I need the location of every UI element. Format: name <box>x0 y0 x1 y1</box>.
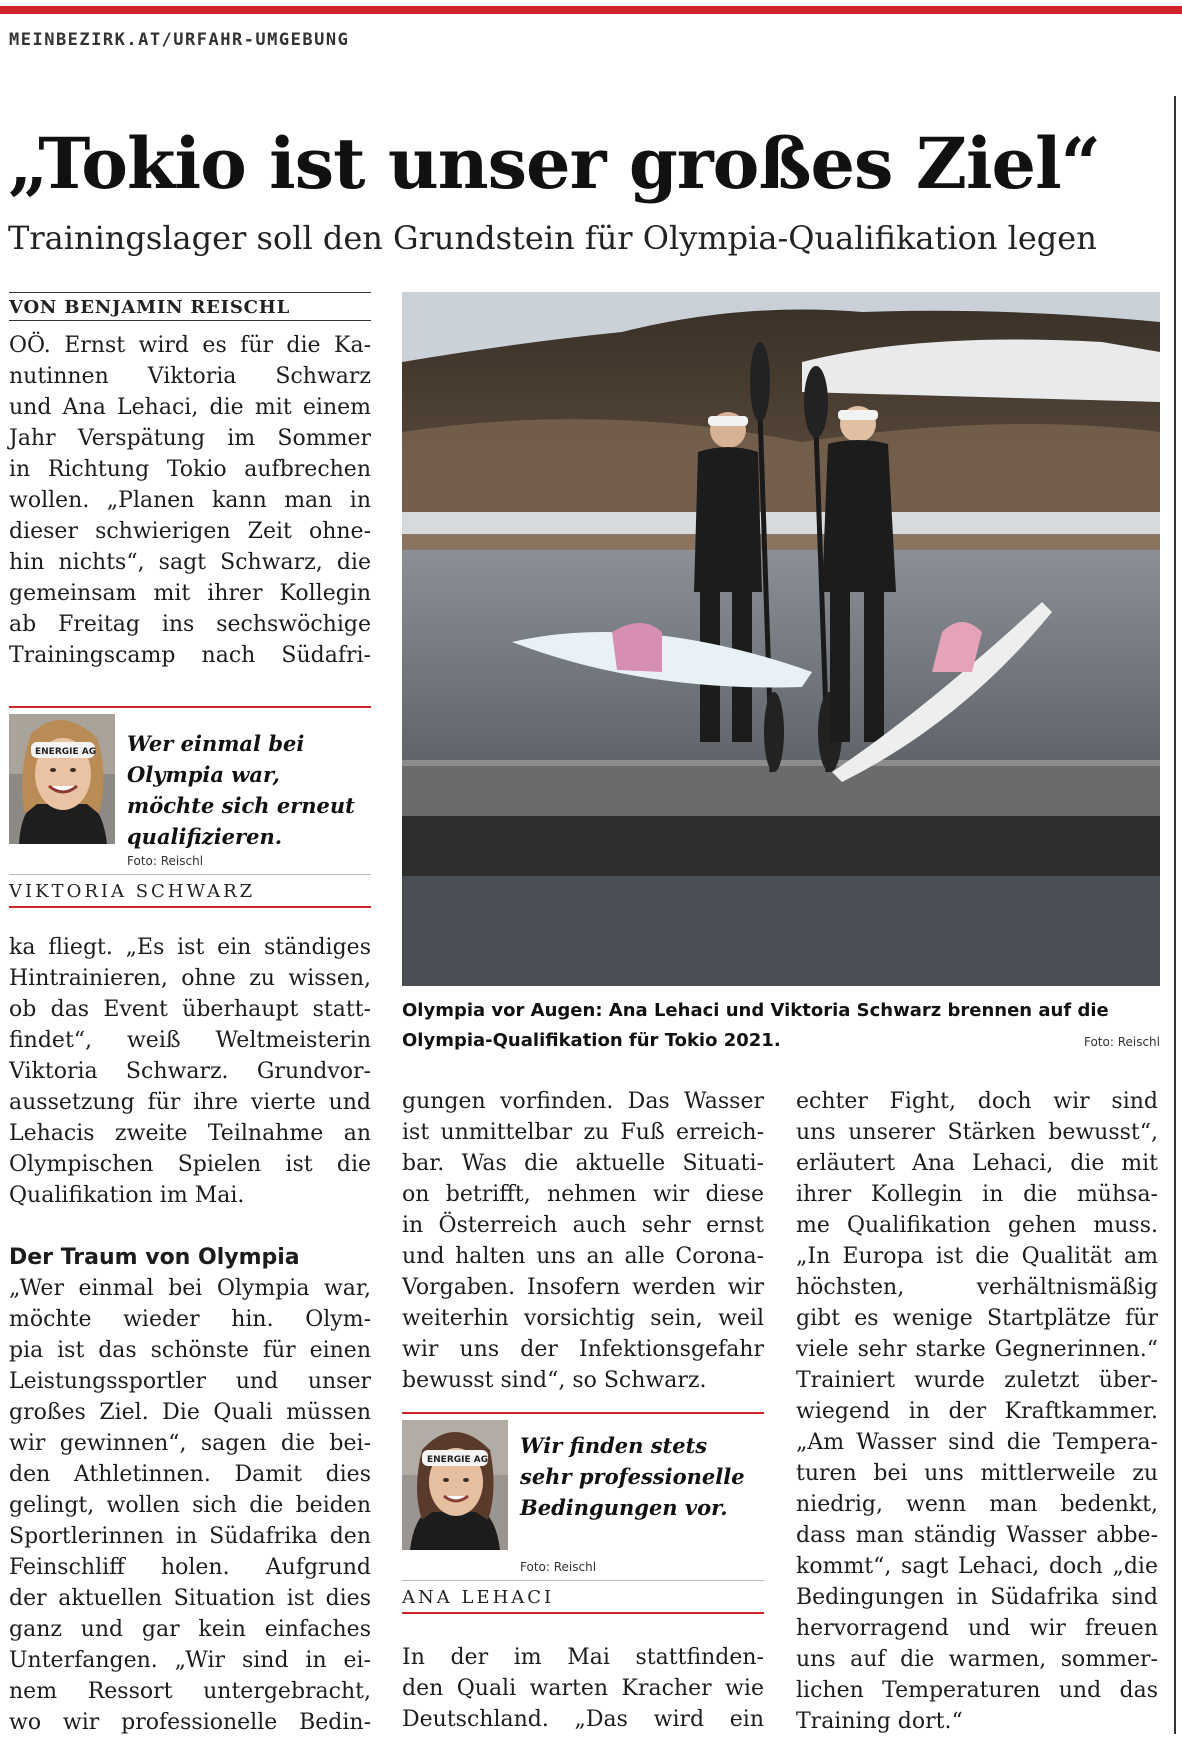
paragraph-line: viele sehr starke Gegnerinnen.“ <box>796 1337 1158 1362</box>
paragraph-line: In der im Mai stattfinden- <box>402 1645 764 1670</box>
column-1-top <box>9 330 371 671</box>
paragraph-line: on betrifft, nehmen wir diese <box>402 1182 764 1207</box>
paragraph-line: gelingt, wollen sich die beiden <box>9 1493 371 1518</box>
paragraph-line: kommt“, sagt Lehaci, doch „die <box>796 1554 1158 1579</box>
paragraph-line: ihrer Kollegin in die mühsa- <box>796 1182 1158 1207</box>
paragraph-line: wo wir professionelle Bedin- <box>9 1710 371 1735</box>
paragraph-line: und halten uns an alle Corona- <box>402 1244 764 1269</box>
paragraph-line: aussetzung für ihre vierte und <box>9 1090 371 1115</box>
paragraph-line: Hintrainieren, ohne zu wissen, <box>9 966 371 991</box>
paragraph-line: nutinnen Viktoria Schwarz <box>9 364 371 389</box>
section-label: MEINBEZIRK.AT/URFAHR-UMGEBUNG <box>9 30 350 50</box>
paragraph-line: uns unserer Stärken bewusst“, <box>796 1120 1158 1145</box>
paragraph-line: den Athletinnen. Damit dies <box>9 1462 371 1487</box>
headband-text: ENERGIE AG <box>35 747 97 757</box>
paragraph-line: erläutert Ana Lehaci, die mit <box>796 1151 1158 1176</box>
paragraph-line: wir uns der Infektionsgefahr <box>402 1337 764 1362</box>
paragraph-line: Lehacis zweite Teilnahme an <box>9 1121 371 1146</box>
paragraph-line: hervorragend und wir freuen <box>796 1616 1158 1641</box>
paragraph-line: findet“, weiß Weltmeisterin <box>9 1028 371 1053</box>
paragraph-line: Unterfangen. „Wir sind in ei- <box>9 1648 371 1673</box>
paragraph-line: bewusst sind“, so Schwarz. <box>402 1368 707 1393</box>
column-2-bottom <box>402 1642 764 1735</box>
paragraph-line: Olympischen Spielen ist die <box>9 1152 371 1177</box>
paragraph-line: Vorgaben. Insofern werden wir <box>402 1275 764 1300</box>
paragraph-line: Jahr Verspätung im Sommer <box>9 426 371 451</box>
photo-kayakers <box>402 292 1160 986</box>
paragraph-line: gungen vorfinden. Das Wasser <box>402 1089 764 1114</box>
paragraph-line: gemeinsam mit ihrer Kollegin <box>9 581 371 606</box>
headband-text: ENERGIE AG <box>427 1455 489 1465</box>
paragraph-line: OÖ. Ernst wird es für die Ka- <box>9 333 371 358</box>
paragraph-line: Bedingungen in Südafrika sind <box>796 1585 1158 1610</box>
paragraph-line: weiterhin vorsichtig sein, weil <box>402 1306 764 1331</box>
column-2-top <box>402 1086 764 1396</box>
paragraph-line: Feinschliff holen. Aufgrund <box>9 1555 371 1580</box>
paragraph-line: Trainingscamp nach Südafri- <box>9 643 371 668</box>
quote-author: ANA LEHACI <box>402 1580 764 1608</box>
paragraph-line: Trainiert wurde zuletzt über- <box>796 1368 1158 1393</box>
main-photo <box>402 292 1160 986</box>
paragraph-line: Sportlerinnen in Südafrika den <box>9 1524 371 1549</box>
quote-text: Wer einmal bei Olympia war, möchte sich erneut qualifizieren. <box>127 731 355 849</box>
paragraph-line: echter Fight, doch wir sind <box>796 1089 1158 1114</box>
paragraph-line: möchte wieder hin. Olym- <box>9 1307 371 1332</box>
paragraph-line: nem Ressort untergebracht, <box>9 1679 371 1704</box>
paragraph-line: „In Europa ist die Qualität am <box>796 1244 1158 1269</box>
subheadline: Trainingslager soll den Grundstein für Olympia-Qualifikation legen <box>8 219 1097 257</box>
paragraph-line: der aktuellen Situation ist dies <box>9 1586 371 1611</box>
photo-caption: Olympia vor Augen: Ana Lehaci und Viktoria Schwarz brennen auf die Olympia-Qualifikation für Tokio 2021. <box>402 1000 1109 1051</box>
portrait-viktoria-schwarz <box>9 714 115 844</box>
paragraph-line: ka fliegt. „Es ist ein ständiges <box>9 935 371 960</box>
quote-box-viktoria <box>9 706 371 908</box>
paragraph-line: Deutschland. „Das wird ein <box>402 1707 764 1732</box>
quote-box-ana <box>402 1412 764 1614</box>
paragraph-line: wiegend in der Kraftkammer. <box>796 1399 1158 1424</box>
paragraph-line: Training dort.“ <box>796 1709 963 1734</box>
paragraph-line: me Qualifikation gehen muss. <box>796 1213 1158 1238</box>
paragraph-line: dass man ständig Wasser abbe- <box>796 1523 1158 1548</box>
top-accent-bar <box>0 6 1182 14</box>
spacer <box>9 1211 371 1242</box>
byline: VON BENJAMIN REISCHL <box>9 292 371 321</box>
paragraph-line: ganz und gar kein einfaches <box>9 1617 371 1642</box>
paragraph-line: pia ist das schönste für einen <box>9 1338 371 1363</box>
paragraph-line: „Am Wasser sind die Tempera- <box>796 1430 1158 1455</box>
paragraph-line: lichen Temperaturen und das <box>796 1678 1158 1703</box>
paragraph-line: in Österreich auch sehr ernst <box>402 1213 764 1238</box>
paragraph-line: ab Freitag ins sechswöchige <box>9 612 371 637</box>
paragraph-line: niedrig, wenn man bedenkt, <box>796 1492 1158 1517</box>
paragraph-line: Viktoria Schwarz. Grundvor- <box>9 1059 371 1084</box>
paragraph-line: wir gewinnen“, sagen die bei- <box>9 1431 371 1456</box>
headline: „Tokio ist unser großes Ziel“ <box>8 122 1100 205</box>
photo-credit-main: Foto: Reischl <box>1083 1035 1160 1049</box>
photo-credit: Foto: Reischl <box>127 854 204 868</box>
paragraph-line: Qualifikation im Mai. <box>9 1183 245 1208</box>
subheading: Der Traum von Olympia <box>9 1245 300 1270</box>
page-edge-rule <box>1174 96 1176 1734</box>
paragraph-line: den Quali warten Kracher wie <box>402 1676 764 1701</box>
paragraph-line: ob das Event überhaupt statt- <box>9 997 371 1022</box>
column-3 <box>796 1086 1158 1737</box>
paragraph-line: ist unmittelbar zu Fuß erreich- <box>402 1120 764 1145</box>
column-1-middle <box>9 932 371 1738</box>
paragraph-line: in Richtung Tokio aufbrechen <box>9 457 371 482</box>
portrait-ana-lehaci <box>402 1420 508 1550</box>
paragraph-line: höchsten, verhältnismäßig <box>796 1275 1158 1300</box>
quote-text: Wir finden stets sehr professionelle Bedingungen vor. <box>520 1433 745 1520</box>
paragraph-line: dieser schwierigen Zeit ohne- <box>9 519 371 544</box>
paragraph-line: „Wer einmal bei Olympia war, <box>9 1276 371 1301</box>
paragraph-line: uns auf die warmen, sommer- <box>796 1647 1158 1672</box>
paragraph-line: Leistungssportler und unser <box>9 1369 371 1394</box>
paragraph-line: wollen. „Planen kann man in <box>9 488 371 513</box>
paragraph-line: hin nichts“, sagt Schwarz, die <box>9 550 371 575</box>
paragraph-line: bar. Was die aktuelle Situati- <box>402 1151 764 1176</box>
photo-credit: Foto: Reischl <box>520 1560 597 1574</box>
paragraph-line: großes Ziel. Die Quali müssen <box>9 1400 371 1425</box>
paragraph-line: turen bei uns mittlerweile zu <box>796 1461 1158 1486</box>
quote-author: VIKTORIA SCHWARZ <box>9 874 371 902</box>
paragraph-line: gibt es wenige Startplätze für <box>796 1306 1158 1331</box>
paragraph-line: und Ana Lehaci, die mit einem <box>9 395 371 420</box>
